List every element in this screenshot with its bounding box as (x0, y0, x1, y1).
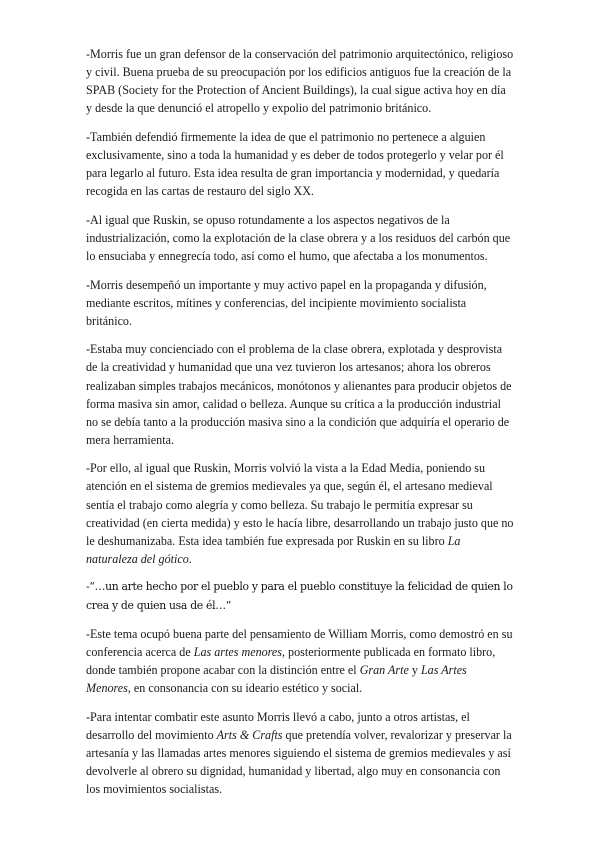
paragraph-1 (86, 45, 514, 117)
quote-text: -“…un arte hecho por el pueblo y para el pueblo constituye la felicidad de quien lo crea y de quien usa de él…” (86, 580, 513, 612)
paragraph-4 (86, 276, 514, 330)
paragraph-7-text-d: , en consonancia con su ideario estético y social. (127, 681, 363, 696)
paragraph-6 (86, 459, 514, 568)
paragraph-2 (86, 128, 514, 200)
paragraph-5-text: -Estaba muy concienciado con el problema de la clase obrera, explotada y desprovista de la creatividad y humanidad que una vez tuvieron los artesanos; ahora los obreros realizaban simples trabajos mecánicos, monótonos y alienantes para producir objetos de forma masiva sin amor, calidad o belleza. Aunque su crítica a la producción industrial no se debía tanto a la producción masiva sino a la condición que adquiría el operario de mera herramienta. (86, 342, 512, 447)
paragraph-7-text-c: y (408, 663, 421, 678)
paragraph-7-text-b: , posteriormente publicada en formato libro, donde también propone acabar con la distinción entre el (86, 645, 496, 678)
book-title-italic: La naturaleza del gótico (86, 533, 461, 566)
morris-quote (86, 578, 514, 614)
paragraph-8-text-b: que pretendía volver, revalorizar y preservar la artesanía y las llamadas artes menores siguiendo el sistema de gremios medievales y así devolverle al obrero su dignidad, humanidad y libertad, algo muy en consonancia con los movimientos socialistas. (86, 728, 512, 797)
paragraph-4-text: -Morris desempeñó un importante y muy activo papel en la propaganda y difusión, mediante escritos, mítines y conferencias, del incipiente movimiento socialista británico. (86, 277, 487, 328)
paragraph-5 (86, 340, 514, 449)
paragraph-3-text: -Al igual que Ruskin, se opuso rotundamente a los aspectos negativos de la industrialización, como la explotación de la clase obrera y a los residuos del carbón que lo ensuciaba y ennegrecía todo, así como el humo, que afectaba a los monumentos. (86, 212, 511, 263)
paragraph-7-text-a: -Este tema ocupó buena parte del pensamiento de William Morris, como demostró en su conferencia acerca de (86, 627, 513, 660)
paragraph-8-text-a: -Para intentar combatir este asunto Morris llevó a cabo, junto a otros artistas, el desarrollo del movimiento (86, 710, 470, 743)
paragraph-2-text: -También defendió firmemente la idea de que el patrimonio no pertenece a alguien exclusivamente, sino a toda la humanidad y es deber de todos protegerlo y velar por él para legarlo al futuro. Esta idea resulta de gran importancia y modernidad, y quedaría recogida en las cartas de restauro del siglo XX. (86, 129, 504, 199)
document-page (86, 45, 514, 809)
artes-menores-italic: Las Artes Menores (86, 663, 467, 696)
lecture-title-italic: Las artes menores (193, 645, 282, 660)
gran-arte-italic: Gran Arte (359, 663, 409, 678)
paragraph-6-end: . (188, 551, 192, 566)
paragraph-3 (86, 211, 514, 265)
paragraph-8 (86, 708, 514, 798)
paragraph-6-text: -Por ello, al igual que Ruskin, Morris volvió la vista a la Edad Media, poniendo su atención en el sistema de gremios medievales ya que, según él, el artesano medieval sentía el trabajo como alegría y como belleza. Su trabajo le permitía expresar su creatividad (en cierta medida) y esto le hacía libre, desarrollando un trabajo justo que no le deshumanizaba. Esta idea también fue expresada por Ruskin en su libro (86, 461, 514, 548)
arts-crafts-italic: Arts & Crafts (216, 728, 283, 743)
paragraph-7 (86, 625, 514, 697)
paragraph-1-text: -Morris fue un gran defensor de la conservación del patrimonio arquitectónico, religioso y civil. Buena prueba de su preocupación por los edificios antiguos fue la creación de la SPAB (Society for the Protection of Ancient Buildings), la cual sigue activa hoy en día y desde la que denunció el atropello y expolio del patrimonio británico. (86, 47, 514, 116)
